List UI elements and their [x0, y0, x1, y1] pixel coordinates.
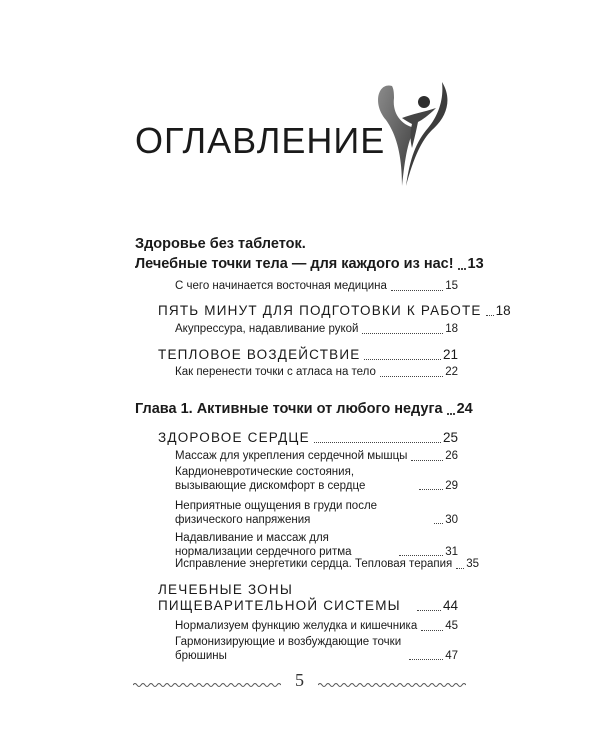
dot-leader — [419, 489, 443, 490]
toc-entry-page: 22 — [445, 366, 458, 378]
dot-leader — [409, 659, 443, 660]
dot-leader — [364, 359, 441, 360]
toc-entry[interactable] — [158, 430, 458, 446]
toc-entry[interactable] — [175, 636, 458, 663]
toc-entry-page: 35 — [466, 558, 480, 570]
toc-entry-page: 18 — [445, 323, 458, 335]
dot-leader — [486, 315, 494, 316]
toc-entry-title: ТЕПЛОВОЕ ВОЗДЕЙСТВИЕ — [158, 347, 361, 362]
toc-entry-page: 47 — [445, 649, 458, 662]
toc-entry-page: 15 — [445, 280, 458, 292]
toc-entry-title: Лечебные точки тела — для каждого из нас! — [135, 256, 454, 272]
toc-entry-page: 25 — [442, 430, 458, 445]
toc-entry[interactable] — [175, 366, 458, 380]
toc-entry[interactable] — [175, 450, 458, 464]
toc-entry[interactable] — [135, 236, 458, 253]
toc-entry[interactable] — [175, 280, 458, 294]
toc-entry-page: 24 — [456, 401, 473, 417]
toc-entry-page: 18 — [495, 303, 511, 318]
toc-entry-title: Неприятные ощущения в груди после физического напряжения — [175, 500, 378, 526]
dot-leader — [458, 268, 466, 270]
toc-entry[interactable] — [175, 558, 480, 572]
dot-leader — [447, 413, 455, 415]
dot-leader — [434, 523, 443, 524]
toc-entry[interactable] — [158, 347, 458, 363]
toc-entry[interactable] — [158, 582, 458, 614]
dot-leader — [456, 568, 464, 569]
toc-entry-page: 13 — [467, 256, 484, 272]
toc-entry-title: ПЯТЬ МИНУТ ДЛЯ ПОДГОТОВКИ К РАБОТЕ — [158, 303, 482, 318]
toc-entry-title: Нормализуем функцию желудка и кишечника — [175, 620, 418, 632]
ornament-divider-right — [318, 682, 466, 688]
toc-entry-title: Надавливание и массаж для нормализации сердечного ритма — [175, 532, 352, 558]
toc-entry-title: Как перенести точки с атласа на тело — [175, 366, 376, 378]
toc-entry-title: С чего начинается восточная медицина — [175, 280, 387, 292]
toc-entry[interactable] — [158, 303, 511, 319]
page-footer — [133, 670, 466, 694]
toc-entry-title: Акупрессура, надавливание рукой — [175, 323, 359, 335]
toc-entry-page: 26 — [445, 450, 458, 462]
dot-leader — [411, 460, 443, 461]
toc-entry-title: ЗДОРОВОЕ СЕРДЦЕ — [158, 430, 310, 445]
page-number: 5 — [295, 670, 304, 690]
toc-entry-page: 45 — [445, 620, 458, 632]
dot-leader — [399, 555, 443, 556]
toc-entry-page: 30 — [445, 513, 458, 526]
toc-entry[interactable] — [175, 466, 458, 493]
page-title: ОГЛАВЛЕНИЕ — [135, 120, 386, 161]
toc-entry[interactable] — [135, 401, 473, 418]
toc-entry[interactable] — [135, 256, 484, 273]
toc-entry-title: Глава 1. Активные точки от любого недуга — [135, 401, 443, 417]
toc-entry-title: Кардионевротические состояния, вызывающие дискомфорт в сердце — [175, 466, 366, 492]
toc-entry-title: ЛЕЧЕБНЫЕ ЗОНЫ ПИЩЕВАРИТЕЛЬНОЙ СИСТЕМЫ — [158, 582, 401, 613]
toc-entry[interactable] — [175, 532, 458, 559]
toc-entry-title: Массаж для укрепления сердечной мышцы — [175, 450, 408, 462]
dot-leader — [391, 290, 443, 291]
toc-entry-page: 44 — [442, 597, 458, 613]
dot-leader — [362, 333, 443, 334]
dot-leader — [417, 610, 441, 611]
toc-entry-title: Исправление энергетики сердца. Тепловая терапия — [175, 558, 453, 570]
toc-entry-title: Гармонизирующие и возбуждающие точки брюшины — [175, 636, 402, 662]
dot-leader — [380, 376, 443, 377]
toc-entry[interactable] — [175, 620, 458, 634]
toc-entry-title: Здоровье без таблеток. — [135, 236, 306, 252]
toc-entry-page: 29 — [445, 479, 458, 492]
dot-leader — [314, 442, 441, 443]
toc-entry-page: 31 — [445, 545, 458, 558]
toc-entry[interactable] — [175, 500, 458, 527]
toc-entry[interactable] — [175, 323, 458, 337]
dot-leader — [421, 630, 443, 631]
toc-entry-page: 21 — [442, 347, 458, 362]
